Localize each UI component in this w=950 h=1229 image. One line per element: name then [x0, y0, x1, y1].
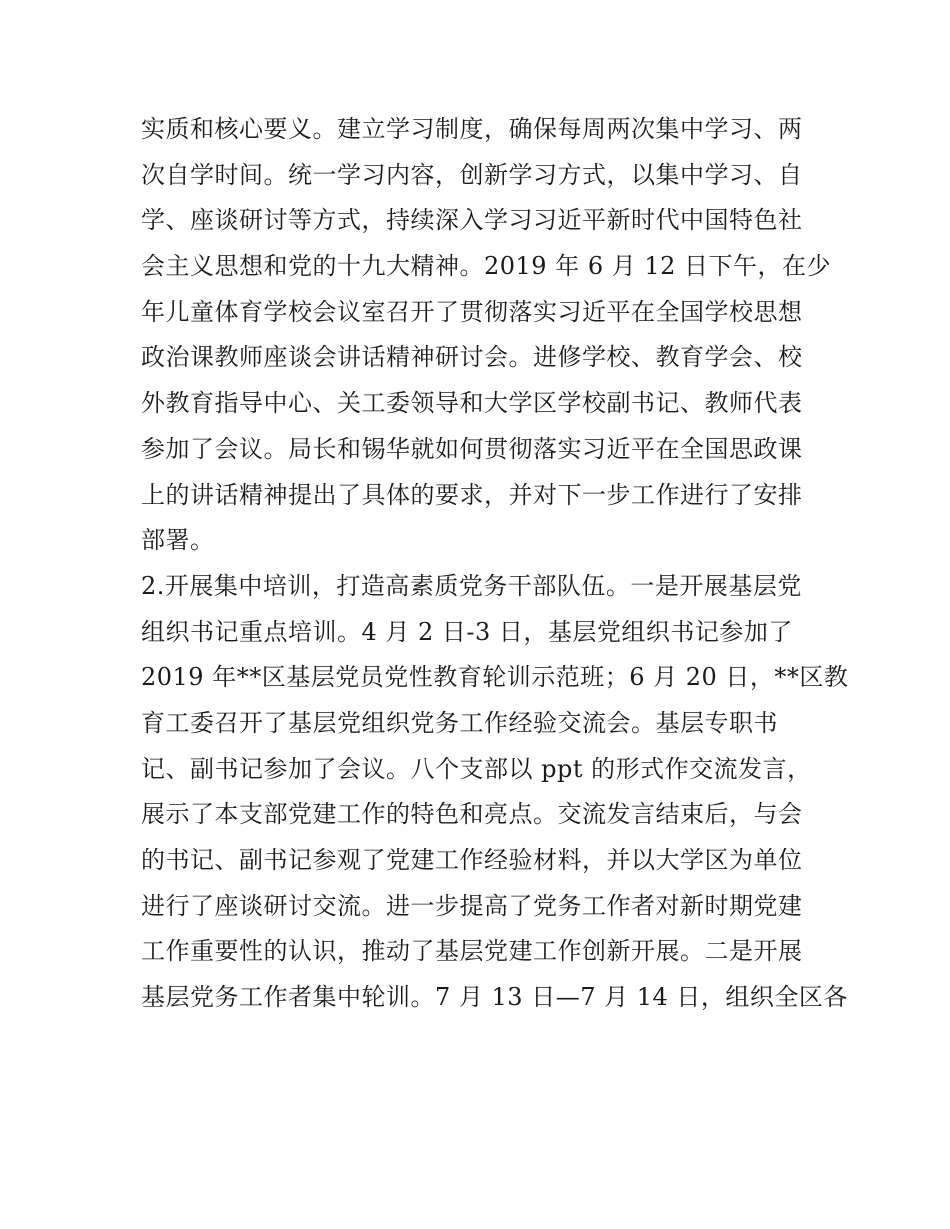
text-line: 的书记、副书记参观了党建工作经验材料，并以大学区为单位 — [141, 846, 803, 874]
text-line: 基层党务工作者集中轮训。7 月 13 日—7 月 14 日，组织全区各 — [141, 983, 848, 1012]
text-line: 政治课教师座谈会讲话精神研讨会。进修学校、教育学会、校 — [141, 343, 803, 372]
text-line: 部署。 — [141, 526, 215, 555]
text-line: 育工委召开了基层党组织党务工作经验交流会。基层专职书 — [141, 708, 778, 737]
text-line: 会主义思想和党的十九大精神。2019 年 6 月 12 日下午，在少 — [141, 252, 832, 281]
text-line: 2019 年**区基层党员党性教育轮训示范班；6 月 20 日，**区教 — [141, 663, 849, 692]
text-line: 工作重要性的认识，推动了基层党建工作创新开展。二是开展 — [141, 937, 803, 966]
text-line: 外教育指导中心、关工委领导和大学区学校副书记、教师代表 — [141, 389, 803, 418]
text-line: 学、座谈研讨等方式，持续深入学习习近平新时代中国特色社 — [141, 206, 803, 235]
text-line: 次自学时间。统一学习内容，创新学习方式，以集中学习、自 — [141, 160, 803, 189]
text-line: 组织书记重点培训。4 月 2 日-3 日，基层党组织书记参加了 — [141, 617, 793, 646]
section-heading-line: 2.开展集中培训，打造高素质党务干部队伍。一是开展基层党 — [141, 571, 802, 600]
text-line: 进行了座谈研讨交流。进一步提高了党务工作者对新时期党建 — [141, 891, 803, 920]
text-line: 实质和核心要义。建立学习制度，确保每周两次集中学习、两 — [141, 115, 803, 143]
text-line: 上的讲话精神提出了具体的要求，并对下一步工作进行了安排 — [141, 480, 803, 509]
text-line: 参加了会议。局长和锡华就如何贯彻落实习近平在全国思政课 — [141, 434, 803, 463]
body-text — [141, 107, 849, 1021]
text-line: 年儿童体育学校会议室召开了贯彻落实习近平在全国学校思想 — [141, 297, 803, 326]
text-line: 记、副书记参加了会议。八个支部以 ppt 的形式作交流发言， — [141, 754, 812, 783]
text-line: 展示了本支部党建工作的特色和亮点。交流发言结束后，与会 — [141, 800, 803, 829]
